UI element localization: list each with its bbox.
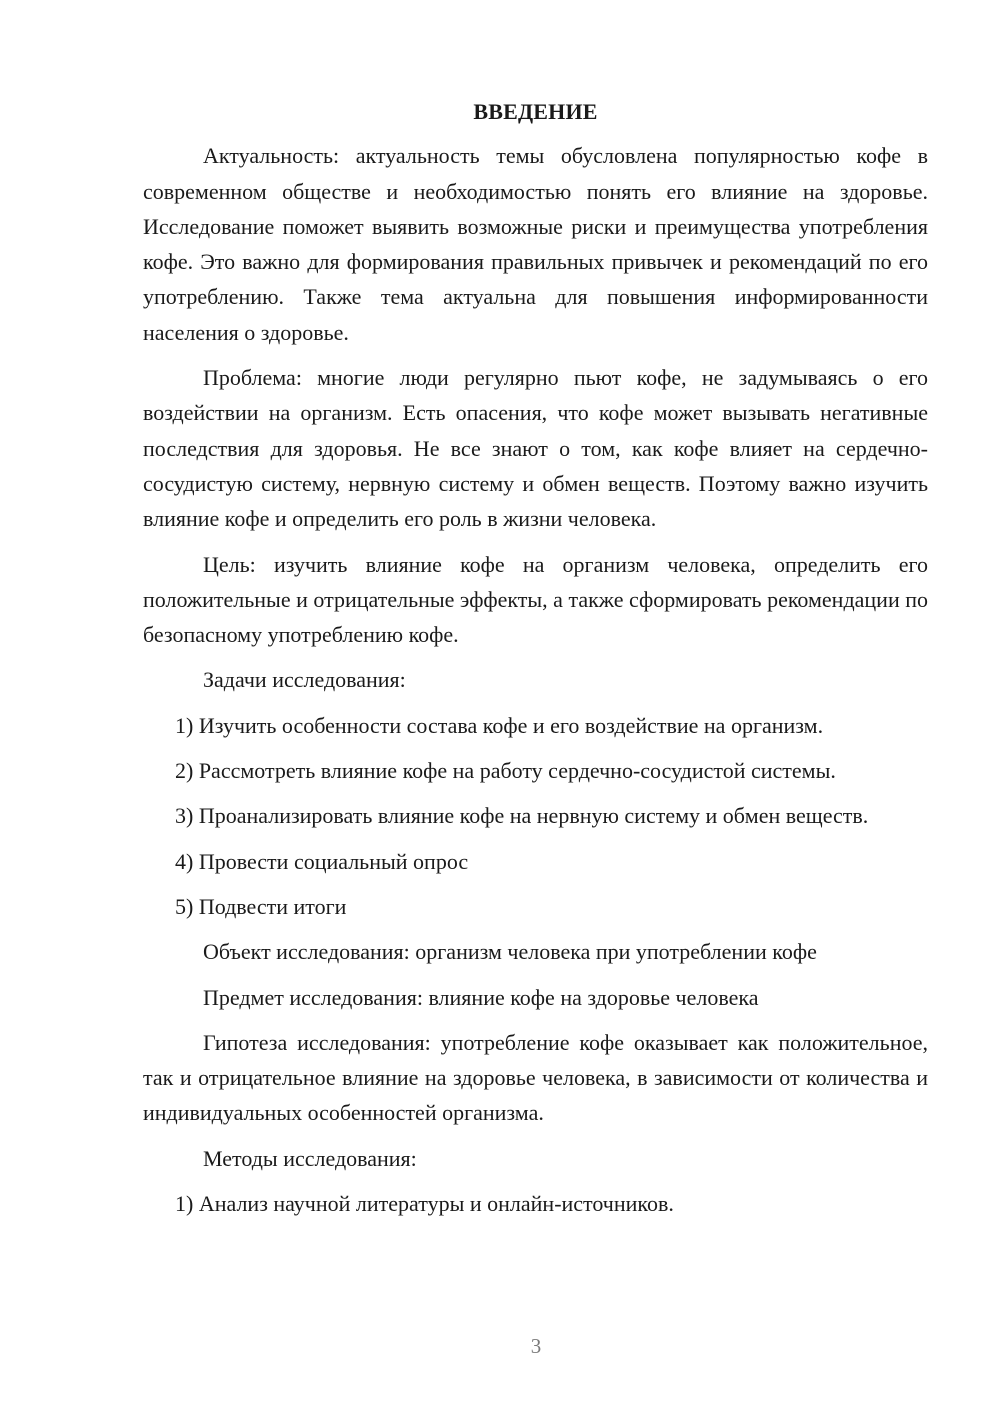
task-item: 2) Рассмотреть влияние кофе на работу сердечно-сосудистой системы. xyxy=(175,758,836,784)
method-item: 1) Анализ научной литературы и онлайн-источников. xyxy=(175,1191,674,1217)
subject-paragraph: Предмет исследования: влияние кофе на здоровье человека xyxy=(203,984,759,1010)
task-item: 4) Провести социальный опрос xyxy=(175,848,469,874)
task-item: 1) Изучить особенности состава кофе и его воздействие на организм. xyxy=(175,712,824,738)
task-item: 5) Подвести итоги xyxy=(175,893,347,919)
tasks-heading: Задачи исследования: xyxy=(203,667,406,693)
hypothesis-paragraph: Гипотеза исследования: употребление кофе оказывает как положительное, так и отрицательное влияние на здоровье человека, в зависимости от количества и индивидуальных особенностей организма. xyxy=(143,1029,928,1126)
methods-heading: Методы исследования: xyxy=(203,1145,417,1171)
goal-paragraph: Цель: изучить влияние кофе на организм человека, определить его положительные и отрицательные эффекты, а также сформировать рекомендации по безопасному употреблению кофе. xyxy=(143,551,928,648)
problem-paragraph: Проблема: многие люди регулярно пьют кофе, не задумываясь о его воздействии на организм. Есть опасения, что кофе может вызывать негативные последствия для здоровья. Не все знают о том, как кофе влияет на сердечно-сосудистую систему, нервную систему и обмен веществ. Поэтому важно изучить влияние кофе и определить его роль в жизни человека. xyxy=(143,365,928,532)
page-content xyxy=(143,94,928,1231)
task-item: 3) Проанализировать влияние кофе на нервную систему и обмен веществ. xyxy=(175,803,869,829)
relevance-paragraph: Актуальность: актуальность темы обусловлена популярностью кофе в современном обществе и необходимостью понять его влияние на здоровье. Исследование поможет выявить возможные риски и преимущества употребления кофе. Это важно для формирования правильных привычек и рекомендаций по его употреблению. Также тема актуальна для повышения информированности населения о здоровье. xyxy=(143,143,928,345)
object-paragraph: Объект исследования: организм человека при употреблении кофе xyxy=(203,939,817,965)
page-number: 3 xyxy=(530,1334,542,1358)
section-heading: ВВЕДЕНИЕ xyxy=(473,99,598,124)
